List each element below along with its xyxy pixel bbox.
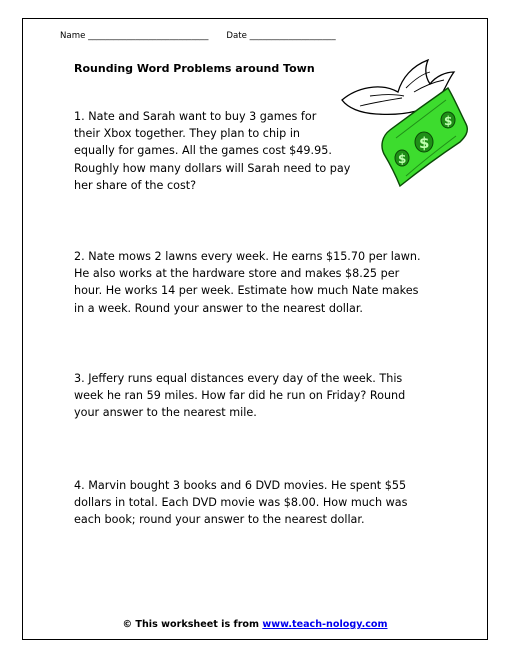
svg-text:$: $ [419, 134, 430, 152]
problem-line: He also works at the hardware store and makes $8.25 per [74, 267, 400, 281]
problem-4 [74, 477, 407, 529]
name-field: Name ____________________________ [60, 31, 209, 41]
problem-1 [74, 108, 350, 194]
problem-line: their Xbox together. They plan to chip in [74, 127, 301, 141]
problem-line: your answer to the nearest mile. [74, 406, 257, 420]
header [60, 31, 336, 41]
date-field: Date ____________________ [226, 31, 336, 41]
problem-line: 3. Jeffery runs equal distances every day of the week. This [74, 372, 403, 385]
problem-line: in a week. Round your answer to the nearest dollar. [74, 301, 363, 315]
footer [0, 619, 510, 630]
problem-line: 4. Marvin bought 3 books and 6 DVD movies. He spent $55 [74, 479, 407, 492]
footer-text: © This worksheet is from [122, 619, 260, 630]
problem-line: her share of the cost? [74, 178, 197, 192]
footer-link[interactable]: www.teach-nology.com [262, 619, 388, 630]
flying-dollar-bill-icon [336, 58, 476, 196]
problem-line: equally for games. All the games cost $49.95. [74, 144, 332, 158]
problem-2 [74, 248, 421, 317]
problem-line: week he ran 59 miles. How far did he run on Friday? Round [74, 389, 406, 403]
worksheet-title: Rounding Word Problems around Town [74, 62, 315, 75]
dollar-sign: $ [398, 152, 407, 166]
problem-line: 1. Nate and Sarah want to buy 3 games for [74, 110, 317, 123]
problem-3 [74, 370, 405, 422]
problem-line: 2. Nate mows 2 lawns every week. He earns $15.70 per lawn. [74, 250, 421, 263]
problem-line: hour. He works 14 per week. Estimate how much Nate makes [74, 284, 419, 298]
problem-line: each book; round your answer to the nearest dollar. [74, 513, 365, 527]
svg-text:$: $ [444, 114, 453, 128]
problem-line: dollars in total. Each DVD movie was $8.00. How much was [74, 496, 408, 510]
problem-line: Roughly how many dollars will Sarah need to pay [74, 161, 351, 175]
